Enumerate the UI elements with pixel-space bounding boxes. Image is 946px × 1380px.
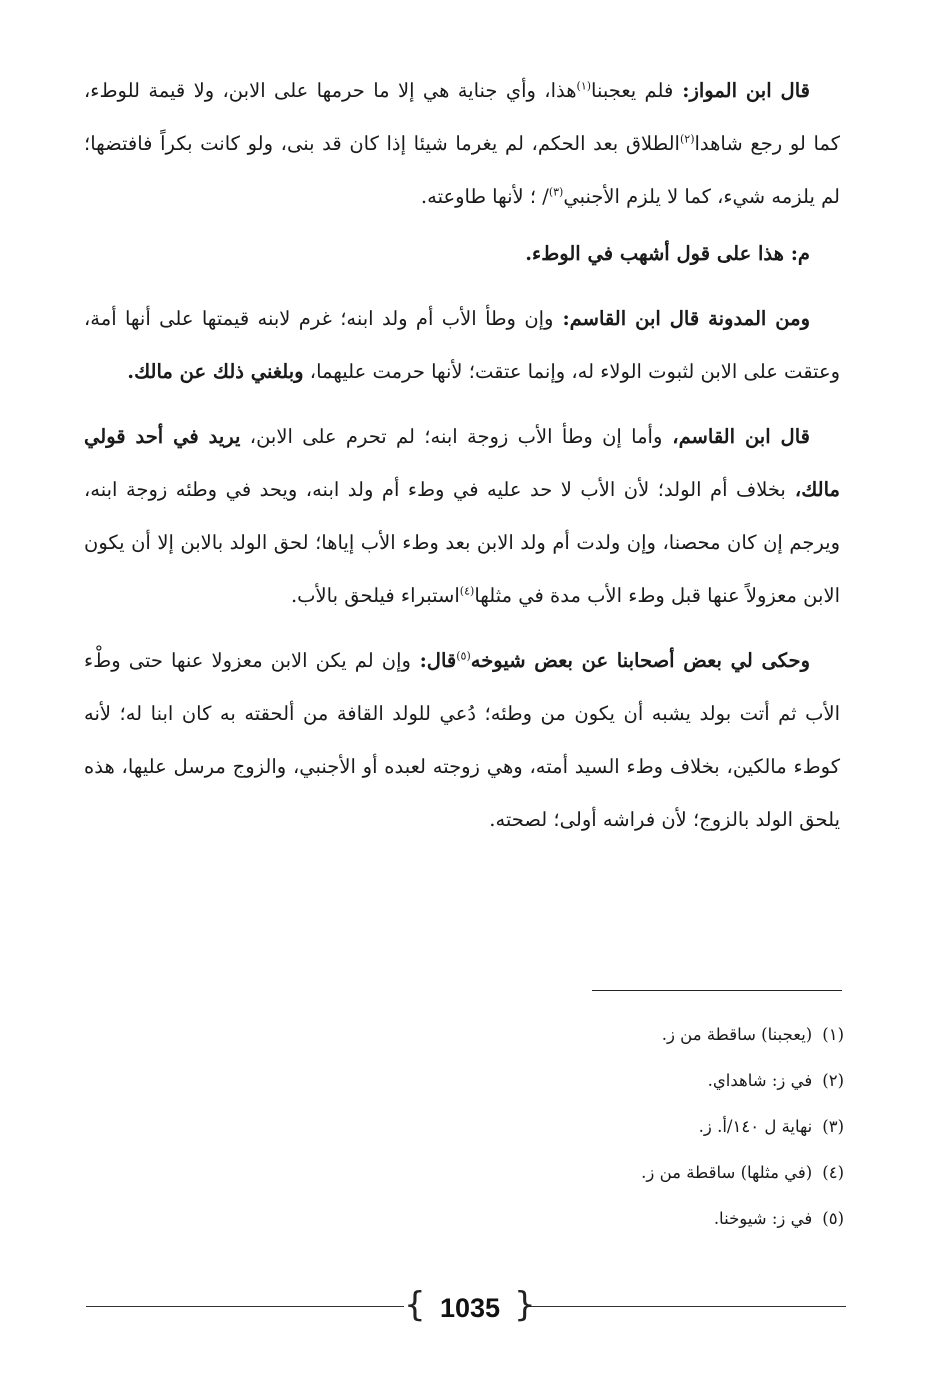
footnote-ref-3[interactable]: (٣) bbox=[548, 185, 564, 199]
bold-segment: وبلغني ذلك عن مالك. bbox=[127, 360, 304, 383]
comment-line: م: هذا على قول أشهب في الوطء. bbox=[525, 242, 810, 265]
speaker-lead: قال ابن المواز: bbox=[673, 79, 810, 102]
paragraph-3 bbox=[84, 292, 840, 398]
text-segment: وأما إن وطأ الأب زوجة ابنه؛ لم تحرم على الابن، bbox=[240, 425, 663, 448]
speaker-lead: ومن المدونة قال ابن القاسم: bbox=[553, 307, 810, 330]
paragraph-2 bbox=[84, 227, 840, 280]
footnote-ref-1[interactable]: (١) bbox=[576, 79, 592, 93]
footnote-ref-4[interactable]: (٤) bbox=[459, 584, 475, 598]
footnote-2 bbox=[84, 1058, 844, 1104]
page-number-rule-left bbox=[86, 1306, 404, 1307]
page-number-bracket-left-icon: { bbox=[404, 1285, 426, 1325]
paragraph-4 bbox=[84, 410, 840, 622]
footnote-4 bbox=[84, 1150, 844, 1196]
main-text bbox=[84, 64, 840, 858]
footnote-text: في ز: شاهداي. bbox=[707, 1071, 813, 1090]
page-number: 1035 bbox=[439, 1293, 501, 1323]
text-segment: / ؛ لأنها طاوعته. bbox=[420, 185, 549, 208]
footnote-text: في ز: شيوخنا. bbox=[713, 1209, 813, 1228]
text-segment: استبراء فيلحق بالأب. bbox=[290, 584, 460, 607]
footnote-separator bbox=[592, 990, 842, 991]
footnote-text: (يعجبنا) ساقطة من ز. bbox=[661, 1025, 813, 1044]
paragraph-5 bbox=[84, 634, 840, 846]
footnotes bbox=[84, 1012, 844, 1242]
text-segment: فلم يعجبنا bbox=[591, 79, 674, 102]
footnote-ref-5[interactable]: (٥) bbox=[456, 649, 471, 663]
text-segment: الطلاق بعد الحكم، لم يغرما شيئا إذا كان قد بنى، ولو كانت بكراً فافتضها؛ لم يلزمه شيء، كما لا يلزم الأجنبي bbox=[84, 132, 840, 208]
speaker-lead-2: قال: bbox=[410, 649, 457, 672]
footnote-number: (٤) bbox=[822, 1163, 844, 1182]
footnote-1 bbox=[84, 1012, 844, 1058]
bold-segment: يريد في أحد قولي مالك، bbox=[84, 425, 840, 501]
paragraph-1 bbox=[84, 64, 840, 223]
footnote-number: (٣) bbox=[822, 1117, 844, 1136]
footnote-number: (١) bbox=[822, 1025, 844, 1044]
footnote-text: (في مثلها) ساقطة من ز. bbox=[641, 1163, 813, 1182]
speaker-lead: وحكى لي بعض أصحابنا عن بعض شيوخه bbox=[470, 649, 810, 672]
speaker-lead: قال ابن القاسم، bbox=[662, 425, 810, 448]
text-segment: وإن لم يكن الابن معزولا عنها حتى وطْء الأب ثم أتت بولد يشبه أن يكون من وطئه؛ دُعي للولد القافة من ألحقته به كان ابنا له؛ لأنه كوطء مالكين، بخلاف وطء السيد أمته، وهي زوجته لعبده أو الأجنبي، والزوج مرسل عليها، هذه يلحق الولد بالزوج؛ لأن فراشه أولى؛ لصحته. bbox=[84, 649, 840, 831]
text-segment: وإن وطأ الأب أم ولد ابنه؛ غرم لابنه قيمتها على أنها أمة، وعتقت على الابن لثبوت الولاء له، وإنما عتقت؛ لأنها حرمت عليهما، bbox=[84, 307, 840, 383]
footnote-number: (٢) bbox=[822, 1071, 844, 1090]
footnote-5 bbox=[84, 1196, 844, 1242]
page-number-rule-right bbox=[528, 1306, 846, 1307]
text-segment: هذا، وأي جناية هي إلا ما حرمها على الابن، ولا قيمة للوطء، كما لو رجع شاهدا bbox=[84, 79, 840, 155]
footnote-3 bbox=[84, 1104, 844, 1150]
footnote-number: (٥) bbox=[822, 1209, 844, 1228]
footnote-text: نهاية ل ١٤٠/أ. ز. bbox=[698, 1117, 813, 1136]
text-segment: بخلاف أم الولد؛ لأن الأب لا حد عليه في وطء أم ولد ابنه، ويحد في وطئه زوجة ابنه، ويرجم إن كان محصنا، وإن ولدت أم ولد الابن بعد وطء الأب إياها؛ لحق الولد بالابن إلا أن يكون الابن معزولاً عنها قبل وطء الأب مدة في مثلها bbox=[84, 478, 840, 607]
page-number-bracket-right-icon: } bbox=[514, 1285, 536, 1325]
footnote-ref-2[interactable]: (٢) bbox=[679, 132, 695, 146]
